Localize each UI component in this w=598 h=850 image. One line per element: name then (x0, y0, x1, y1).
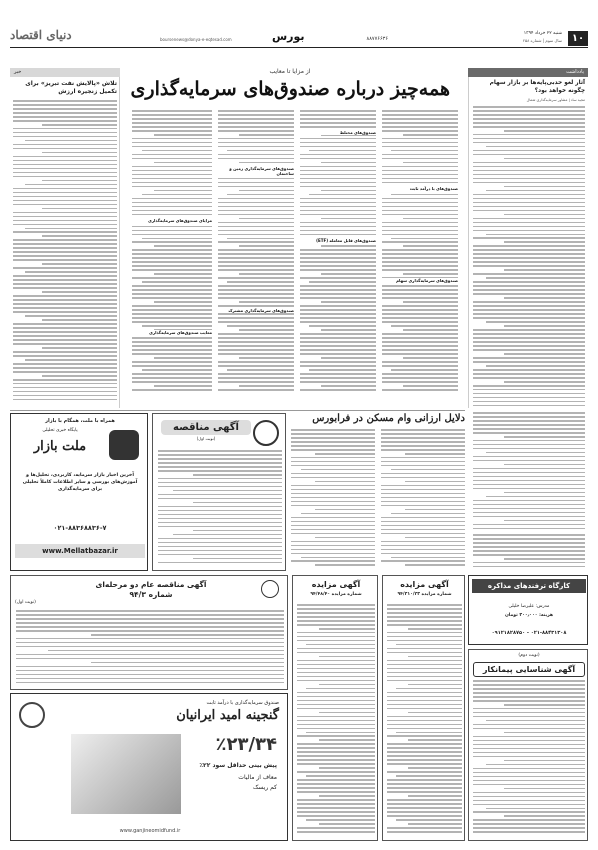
workshop-title: کارگاه ترفندهای مذاکره (472, 579, 586, 593)
ganjine-name: گنجینه امید ایرانیان (176, 708, 279, 723)
mellatbazar-phone: ۰۲۱-۸۸۳۶۸۸۳۶-۷ (53, 524, 107, 532)
ganjine-stairs (71, 734, 181, 814)
page-number: ۱۰ (568, 31, 588, 46)
mellatbazar-line1: همراه با ملت، همگام با بازار (45, 418, 115, 424)
ganjine-ad (10, 693, 288, 841)
mellatbazar-logo-icon (109, 430, 139, 460)
mellatbazar-desc: آخرین اخبار بازار سرمایه، کاربردی، تحلیل‌ها و آموزش‌های بورسی و سایر اطلاعات کاملاً تحلیلی برای سرمایه‌گذاری (22, 473, 138, 492)
right-column-continued (473, 412, 585, 532)
newspaper-logo: دنیای اقتصاد (10, 28, 72, 42)
column-headline: آثار لغو حدبی‌پایه‌ها بر بازار سهام چگونه خواهد بود؟ (489, 80, 585, 94)
subhead-7: مزایای صندوق‌های سرمایه‌گذاری (132, 218, 212, 223)
mellatbazar-url[interactable]: www.Mellatbazar.ir (15, 544, 145, 558)
auction1-number: شماره مزایده ۹۴/۴۸/۴۰ (310, 592, 362, 597)
column-tag: یادداشت (468, 68, 588, 77)
workshop-teacher: مدرس: علیرضا خلیلی (508, 604, 550, 609)
tender2-number: شماره ۹۴/۳ (129, 590, 173, 599)
main-article (125, 68, 460, 398)
phone-number: ۸۸۷۷۶۶۳۶ (366, 36, 388, 42)
mid-article-title: دلایل ارزانی وام مسکن در فرابورس (312, 413, 465, 424)
subhead-2: صندوق‌های سرمایه‌گذاری سهام (382, 278, 458, 283)
article-kicker: از مزایا تا معایب (269, 68, 311, 75)
tender-ad-2 (10, 575, 288, 690)
article-col-2 (300, 110, 376, 395)
column-text (473, 106, 585, 406)
mellatbazar-ad (10, 413, 148, 571)
subhead-1: صندوق‌های با درآمد ثابت (382, 186, 458, 191)
article-title: همه‌چیز درباره صندوق‌های سرمایه‌گذاری (130, 78, 450, 100)
tender-note: (نوبت اول) (196, 436, 216, 441)
auction2-text (387, 604, 462, 838)
mellatbazar-line2: پایگاه خبری تحلیلی (42, 428, 78, 433)
right-column-end (473, 534, 585, 572)
tender-ad-1 (152, 413, 286, 571)
ganjine-bullet-2: کم ریسک (252, 784, 277, 791)
subhead-6: صندوق‌های سرمایه‌گذاری مشترک (218, 308, 294, 313)
tender-title: آگهی مناقصه (161, 420, 251, 435)
section-title: بورس (272, 30, 305, 43)
article-col-1 (382, 110, 458, 395)
contractor-ad (468, 649, 588, 841)
subhead-4: صندوق‌های قابل معامله (ETF) (300, 238, 376, 243)
workshop-phone: ۰۲۱-۸۸۴۳۱۳۰۸ - ۰۹۱۲۱۸۲۸۷۵۰ (491, 630, 567, 636)
subhead-5: صندوق‌های سرمایه‌گذاری زمین و ساختمان (218, 166, 294, 176)
contractor-text (473, 680, 585, 838)
mid-article (290, 413, 465, 571)
section-divider (10, 410, 465, 411)
left-news-box (10, 68, 120, 408)
subhead-3: صندوق‌های مختلط (300, 130, 376, 135)
issue-sub: سال سوم | شماره ۲۵۸ (522, 38, 562, 43)
auction1-text (297, 604, 375, 838)
right-column (468, 68, 588, 408)
workshop-price: هزینه: ۳۰۰٫۰۰۰ تومان (504, 613, 554, 618)
article-col-4 (132, 110, 212, 395)
auction-ad-2 (382, 575, 465, 841)
tender2-logo (261, 580, 279, 598)
auction2-title: آگهی مزایده (400, 580, 449, 589)
contractor-title: آگهی شناسایی پیمانکار (473, 662, 585, 677)
mid-col-2 (291, 429, 375, 569)
left-box-text (13, 100, 117, 405)
tender-logo (253, 420, 279, 446)
ganjine-url[interactable]: www.ganjineomidfund.ir (119, 828, 181, 834)
column-byline: مجید ساد | مشاور سرمایه‌گذاری شمال (526, 98, 585, 102)
contractor-note: (نوبت دوم) (518, 653, 540, 658)
tender2-note: (نوبت اول) (15, 600, 36, 605)
subhead-8: معایب صندوق‌های سرمایه‌گذاری (132, 330, 212, 335)
auction2-number: شماره مزایده ۹۴/۳۱۰/۲۳ (397, 592, 452, 597)
page-header (10, 30, 588, 48)
email-address: boursenews@donya-e-eqtesad.com (160, 37, 232, 42)
tender-text (158, 450, 282, 568)
ganjine-logo (19, 702, 45, 728)
left-box-tag: خبر (10, 68, 120, 77)
ganjine-bullet-1: معاف از مالیات (238, 774, 277, 781)
ganjine-percent-sub: پیش بینی حداقل سود ۲۲٪ (199, 762, 277, 769)
mellatbazar-brand: ملت بازار (33, 439, 87, 454)
ganjine-percent: ٪۲۳/۳۴ (215, 734, 277, 755)
left-box-headline: تلاش «پالایش نفت تبریز» برای تکمیل زنجیره ارزش (25, 80, 117, 95)
mid-col-1 (381, 429, 465, 569)
issue-date: شنبه ۲۲ خرداد ۱۳۹۴ (523, 31, 562, 36)
tender2-title: آگهی مناقصه عام دو مرحله‌ای (95, 580, 207, 589)
auction1-title: آگهی مزایده (311, 580, 361, 589)
ganjine-top: صندوق سرمایه‌گذاری با درآمد ثابت (206, 700, 279, 706)
tender2-text (16, 610, 284, 688)
auction-ad-1 (292, 575, 378, 841)
workshop-ad (468, 575, 588, 645)
article-col-3 (218, 110, 294, 395)
